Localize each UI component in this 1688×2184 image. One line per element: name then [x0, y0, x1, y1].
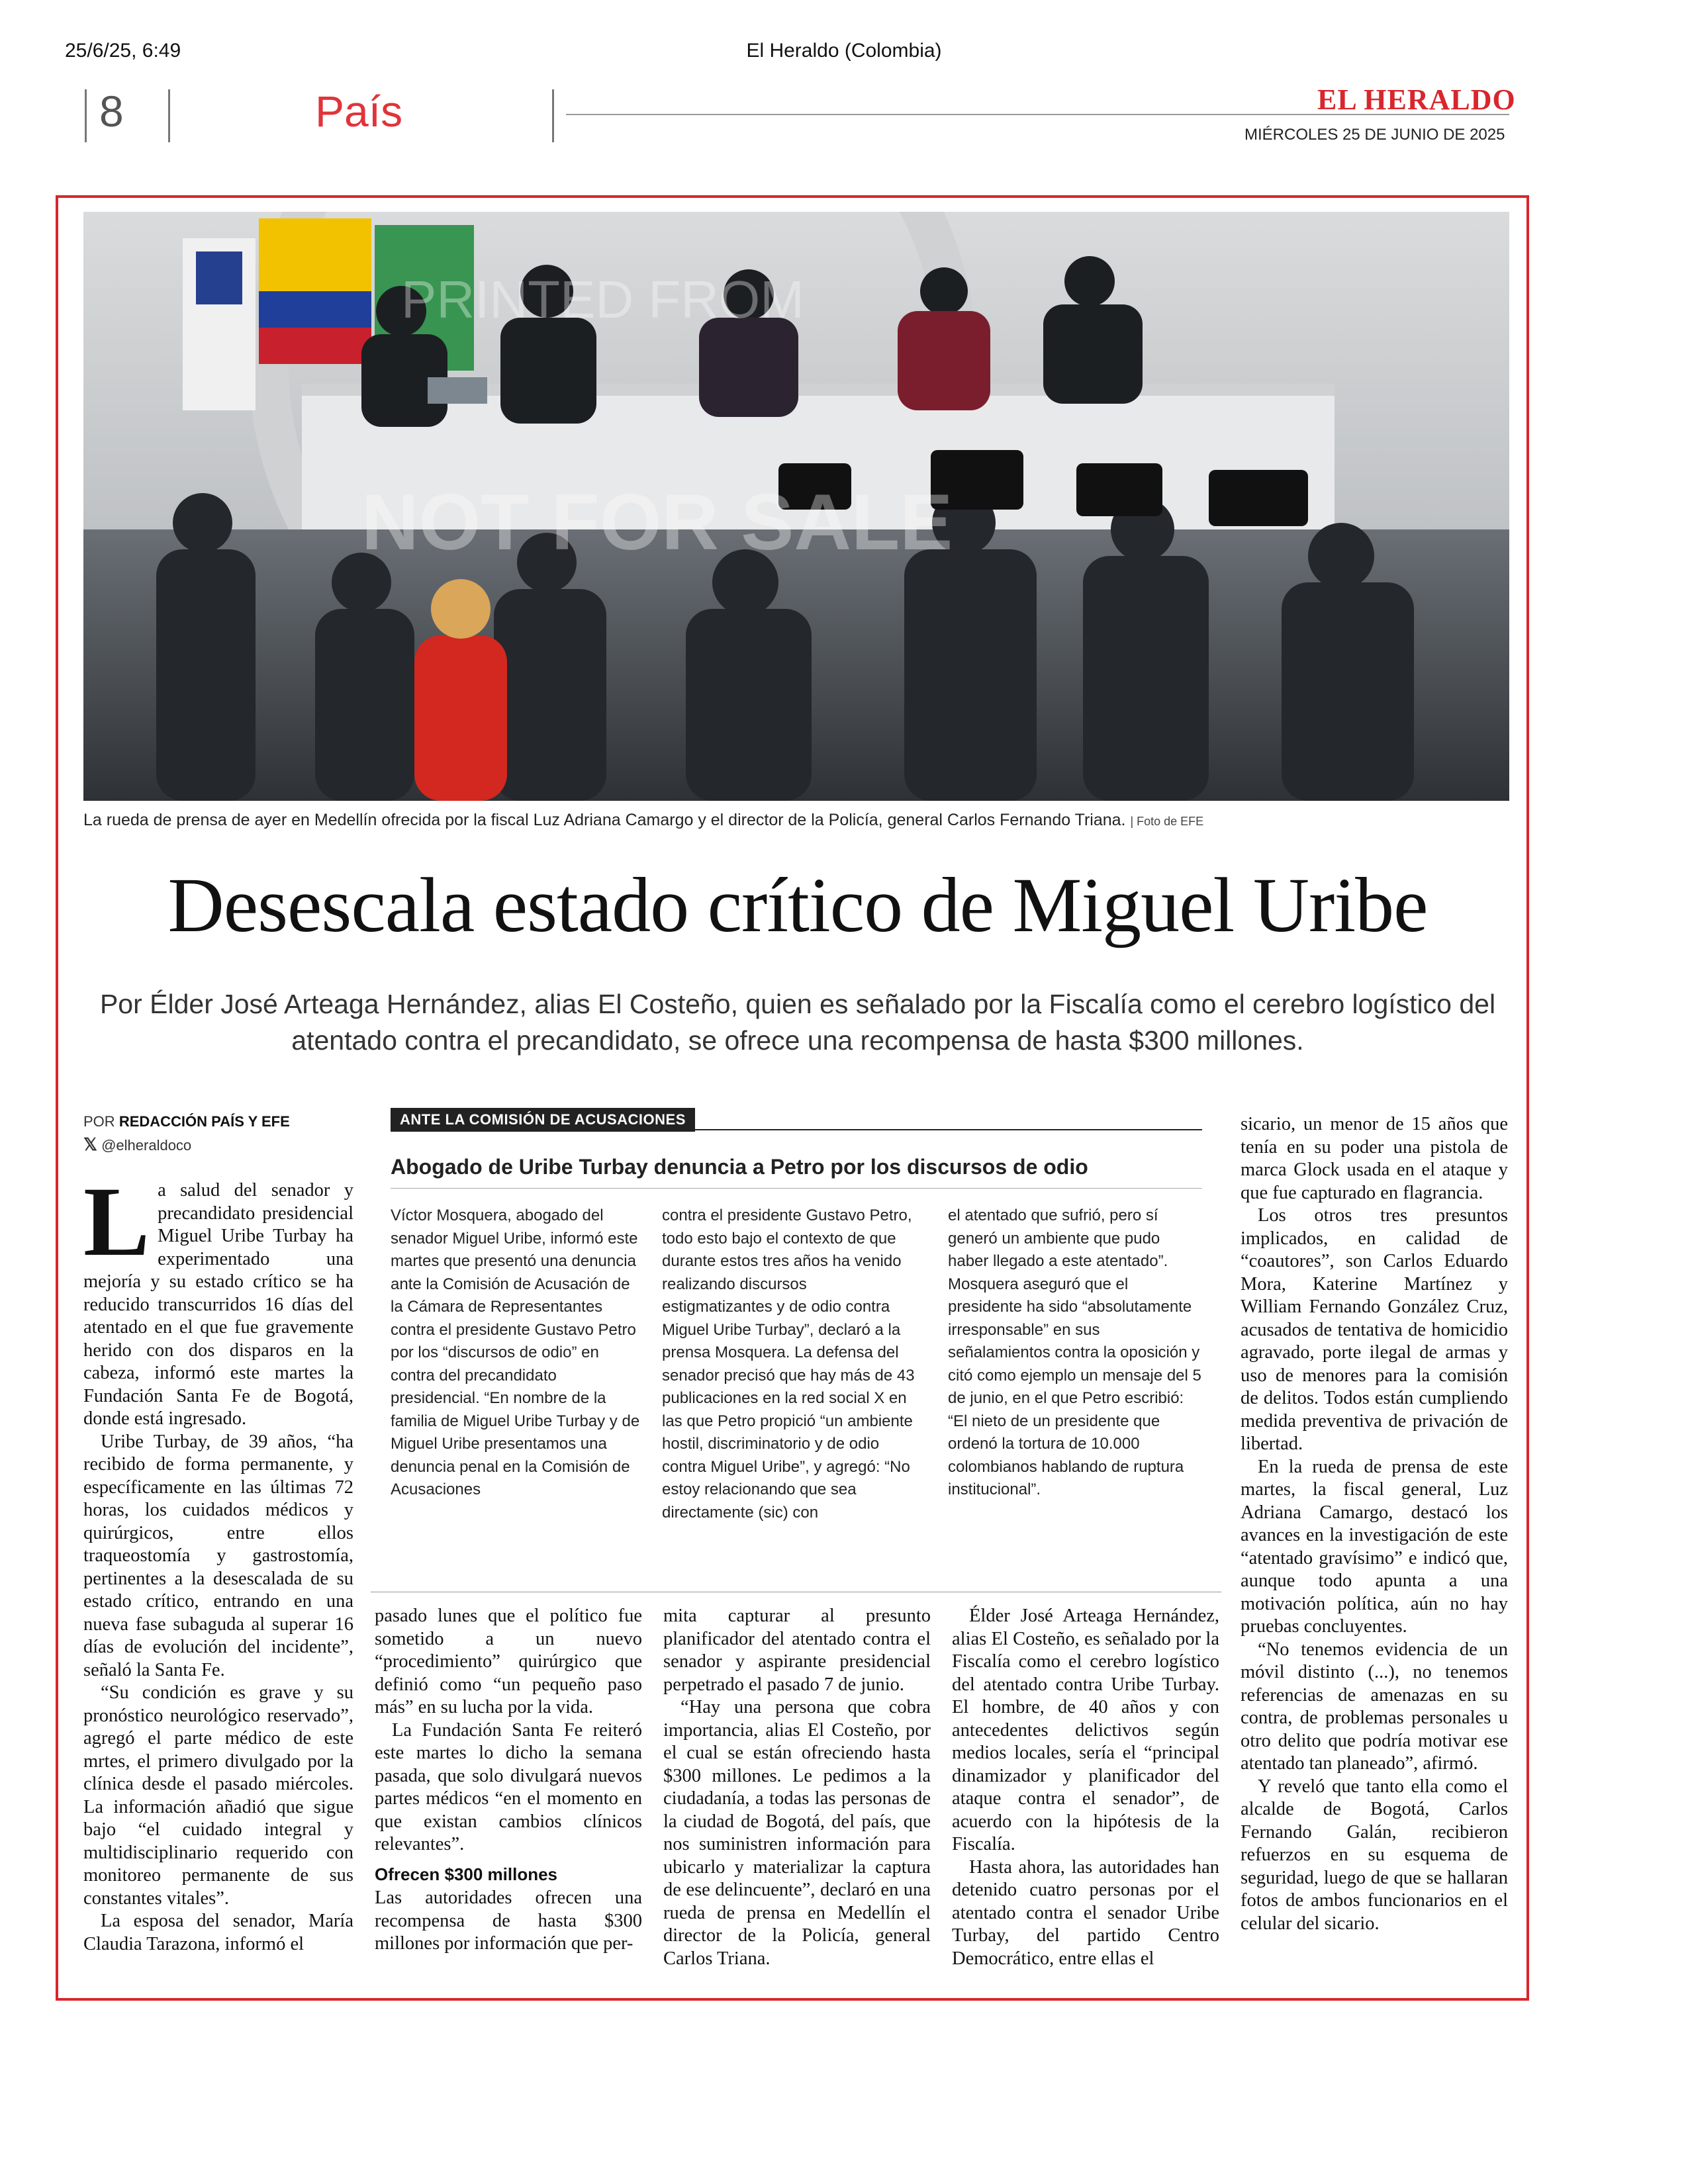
- paragraph: sicario, un menor de 15 años que tenía en su poder una pistola de marca Glock usada en el ataque y que fue capturado en flagrancia.: [1241, 1114, 1508, 1203]
- byline-name: REDACCIÓN PAÍS Y EFE: [118, 1113, 290, 1130]
- article-column-4: [952, 1605, 1219, 1970]
- photo-illustration: [83, 212, 1509, 801]
- paragraph: Hasta ahora, las autoridades han detenido cuatro personas por el atentado contra el senador Uribe Turbay, del partido Centro Democrático, entre ellas el: [952, 1856, 1219, 1969]
- paragraph: Y reveló que tanto ella como el alcalde de Bogotá, Carlos Fernando Galán, recibieron refuerzos en su esquema de seguridad, luego de que se hallaran fotos de ambos funcionarios en el celular del sicario.: [1241, 1776, 1508, 1934]
- paragraph: pasado lunes que el político fue sometido a un nuevo “procedimiento” quirúrgico que definió como “un pequeño paso más” en su lucha por la vida.: [375, 1606, 642, 1717]
- sidebar-rule: [391, 1129, 1202, 1130]
- sidebar-column-3: [948, 1205, 1203, 1502]
- page-number: 8: [99, 87, 124, 136]
- paragraph: Los otros tres presuntos implicados, en calidad de “coautores”, son Carlos Eduardo Mora, Katerine Martínez y William Fernando González Cruz, acusados de tentativa de homicidio agravado, porte ilegal de armas y uso de menores para la comisión de delitos. Todos están cumpliendo medida preventiva de privación de libertad.: [1241, 1205, 1508, 1454]
- article-column-3: [663, 1605, 931, 1970]
- paragraph: a salud del senador y precandidato presidencial Miguel Uribe Turbay ha experimentado una mejoría y su estado crítico se ha reducido transcurridos 16 días del atentado en el que fue gravemente herido con dos disparos en la cabeza, informó este martes la Fundación Santa Fe de Bogotá, donde está ingresado.: [83, 1180, 353, 1429]
- handle-text: @elheraldoco: [101, 1137, 192, 1154]
- headline: Desescala estado crítico de Miguel Uribe: [167, 862, 1428, 948]
- sidebar-rule: [391, 1188, 1202, 1189]
- paragraph: La esposa del senador, María Claudia Tarazona, informó el: [83, 1911, 353, 1954]
- header-divider: [85, 89, 87, 142]
- article-column-1: [83, 1167, 353, 1956]
- paragraph: contra el presidente Gustavo Petro, todo esto bajo el contexto de que durante estos tres años ha venido realizando discursos estigmatizantes y de odio contra Miguel Uribe Turbay”, declaró a la prensa Mosquera. La defensa del senador precisó que hay más de 43 publicaciones en la red social X en las que Petro propició “un ambiente hostil, discriminatorio y de odio contra Miguel Uribe”, y agregó: “No estoy relacionando que sea directamente (sic) con: [662, 1206, 915, 1522]
- x-logo-icon: 𝕏: [83, 1134, 97, 1154]
- paragraph: “Su condición es grave y su pronóstico neurológico reservado”, agregó el parte médico de este mrtes, el primero divulgado por la clínica desde el pasado miércoles. La información añadió que sigue bajo “el cuidado integral y multidisciplinario requerido con monitoreo permanente de sus constantes vitales”.: [83, 1682, 353, 1909]
- dropcap: L: [83, 1167, 150, 1277]
- newspaper-logo: EL HERALDO: [1317, 83, 1516, 116]
- sidebar-column-2: [662, 1205, 917, 1524]
- deck: Por Élder José Arteaga Hernández, alias El Costeño, quien es señalado por la Fiscalía como el cerebro logístico del atentado contra el precandidato, se ofrece una recompensa de hasta $300 millones.: [99, 989, 1496, 1056]
- issue-date: MIÉRCOLES 25 DE JUNIO DE 2025: [1244, 126, 1505, 144]
- social-handle: [83, 1134, 191, 1155]
- print-title: El Heraldo (Colombia): [746, 40, 942, 62]
- article-column-5: [1241, 1113, 1508, 1935]
- sidebar-column-1: [391, 1205, 645, 1502]
- paragraph: “Hay una persona que cobra importancia, alias El Costeño, por el cual se están ofreciendo hasta $300 millones. Le pedimos a la ciudadanía, a todas las personas de la ciudad de Bogotá, del país, que nos suministren información para ubicarlo y materializar la captura de ese delincuente”, declaró en una rueda de prensa en Medellín el director de la Policía, general Carlos Triana.: [663, 1697, 931, 1969]
- press-conference-photo: [83, 212, 1509, 801]
- caption-text: La rueda de prensa de ayer en Medellín ofrecida por la fiscal Luz Adriana Camargo y el director de la Policía, general Carlos Fernando Triana.: [83, 811, 1126, 829]
- sidebar-label: ANTE LA COMISIÓN DE ACUSACIONES: [391, 1108, 695, 1132]
- print-datetime: 25/6/25, 6:49: [65, 40, 181, 62]
- section-name: País: [315, 87, 403, 136]
- paragraph: Las autoridades ofrecen una recompensa de hasta $300 millones por información que per-: [375, 1888, 642, 1954]
- paragraph: Élder José Arteaga Hernández, alias El Costeño, es señalado por la Fiscalía como el cerebro logístico del atentado contra Uribe Turbay. El hombre, de 40 años y con antecedentes delictivos según medios locales, sería el “principal dinamizador y planificador del ataque contra el senador”, de acuerdo con la hipótesis de la Fiscalía.: [952, 1606, 1219, 1854]
- byline: [83, 1113, 290, 1130]
- photo-credit: | Foto de EFE: [1130, 815, 1204, 828]
- paragraph: En la rueda de prensa de este martes, la fiscal general, Luz Adriana Camargo, destacó los avances en la investigación de este “atentado gravísimo” e indicó que, aunque todo apunta a una motivación política, aún no hay pruebas concluyentes.: [1241, 1456, 1508, 1637]
- paragraph: “No tenemos evidencia de un móvil distinto (...), no tenemos referencias de amenazas en su contra, de problemas personales u otro delito que podría motivar ese atentado tan planeado”, afirmó.: [1241, 1639, 1508, 1774]
- photo-caption: [83, 811, 1203, 830]
- paragraph: Uribe Turbay, de 39 años, “ha recibido de forma permanente, y específicamente en las últimas 72 horas, los cuidados médicos y quirúrgicos, entre ellos traqueostomía y gastrostomía, pertinentes a la desescalada de su estado crítico, entrando en una nueva fase subaguda al superar 16 días de evolución del incidente”, señaló la Santa Fe.: [83, 1431, 353, 1680]
- paragraph: La Fundación Santa Fe reiteró este martes lo dicho la semana pasada, que solo divulgará nuevos partes médicos “en el momento en que existan cambios clínicos relevantes”.: [375, 1719, 642, 1854]
- paragraph: Víctor Mosquera, abogado del senador Miguel Uribe, informó este martes que presentó una denuncia ante la Comisión de Acusación de la Cámara de Representantes contra el presidente Gustavo Petro por los “discursos de odio” en contra del precandidato presidencial. “En nombre de la familia de Miguel Uribe Turbay y de Miguel Uribe presentamos una denuncia penal en la Comisión de Acusaciones: [391, 1206, 640, 1498]
- paragraph: el atentado que sufrió, pero sí generó un ambiente que pudo haber llegado a este atentado”. Mosquera aseguró que el presidente ha sido “absolutamente irresponsable” en sus señalamientos contra la oposición y citó como ejemplo un mensaje del 5 de junio, en el que Petro escribió: “El nieto de un presidente que ordenó la tortura de 10.000 colombianos hablando de ruptura institucional”.: [948, 1206, 1201, 1498]
- watermark-line-2: NOT FOR SALE: [361, 478, 953, 567]
- sidebar-title: Abogado de Uribe Turbay denuncia a Petro por los discursos de odio: [391, 1155, 1088, 1179]
- header-divider: [168, 89, 170, 142]
- paragraph: mita capturar al presunto planificador del atentado contra el senador y aspirante presidencial perpetrado el pasado 7 de junio.: [663, 1606, 931, 1695]
- header-divider: [552, 89, 554, 142]
- byline-prefix: POR: [83, 1113, 115, 1130]
- watermark-line-1: PRINTED FROM: [401, 270, 804, 329]
- subhead: Ofrecen $300 millones: [375, 1864, 558, 1884]
- article-column-2: [375, 1605, 642, 1956]
